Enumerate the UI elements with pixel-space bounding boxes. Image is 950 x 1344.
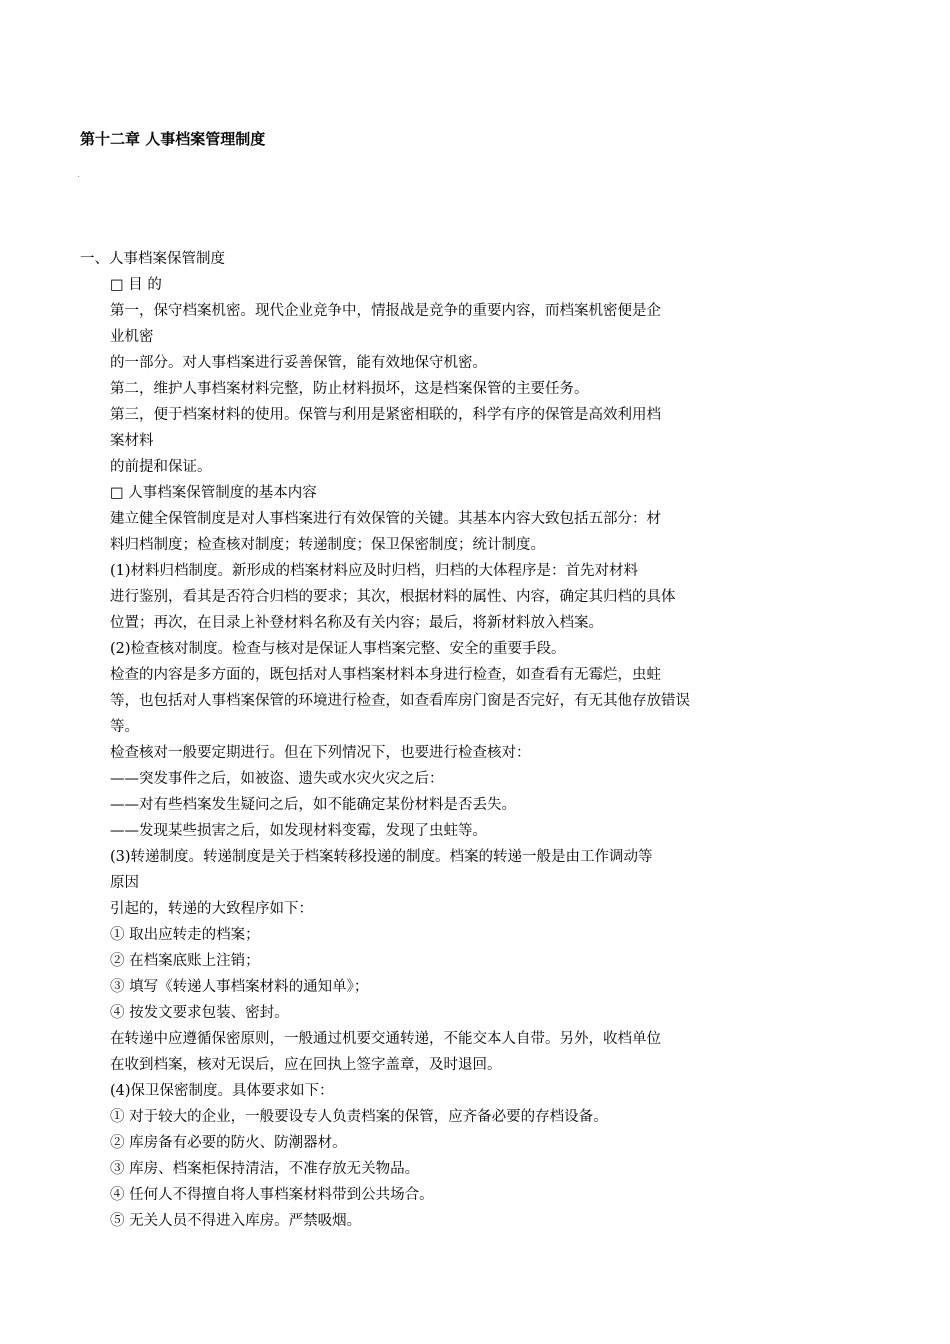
- text-line: (3)转递制度。转递制度是关于档案转移投递的制度。档案的转递一般是由工作调动等: [110, 849, 653, 865]
- text-line: 的前提和保证。: [110, 459, 212, 475]
- text-line: 引起的，转递的大致程序如下：: [110, 901, 313, 917]
- text-line: 第二，维护人事档案材料完整，防止材料损坏，这是档案保管的主要任务。: [110, 381, 589, 397]
- text-line: 位置；再次，在目录上补登材料名称及有关内容；最后，将新材料放入档案。: [110, 615, 603, 631]
- text-line: 在收到档案，核对无误后，应在回执上签字盖章，及时退回。: [110, 1057, 502, 1073]
- text-line: 第三，便于档案材料的使用。保管与利用是紧密相联的，科学有序的保管是高效利用档: [110, 407, 661, 423]
- text-line: ④ 按发文要求包装、密封。: [110, 1005, 289, 1021]
- text-line: □ 目 的: [110, 277, 162, 293]
- text-line: (1)材料归档制度。新形成的档案材料应及时归档，归档的大体程序是：首先对材料: [110, 563, 639, 579]
- text-line: (4)保卫保密制度。具体要求如下：: [110, 1083, 334, 1099]
- text-line: ⑤ 无关人员不得进入库房。严禁吸烟。: [110, 1213, 362, 1229]
- text-line: □ 人事档案保管制度的基本内容: [110, 485, 317, 501]
- stray-mark: [78, 176, 79, 177]
- text-line: 业机密: [110, 329, 154, 345]
- text-line: ③ 库房、档案柜保持清洁，不准存放无关物品。: [110, 1161, 420, 1177]
- text-line: 检查核对一般要定期进行。但在下列情况下，也要进行检查核对：: [110, 745, 531, 761]
- text-line: 等。: [110, 719, 139, 735]
- text-line: (2)检查核对制度。检查与核对是保证人事档案完整、安全的重要手段。: [110, 641, 566, 657]
- text-line: ——发现某些损害之后，如发现材料变霉，发现了虫蛀等。: [110, 823, 487, 839]
- text-line: 第一，保守档案机密。现代企业竞争中，情报战是竞争的重要内容，而档案机密便是企: [110, 303, 661, 319]
- text-line: ——对有些档案发生疑问之后，如不能确定某份材料是否丢失。: [110, 797, 516, 813]
- chapter-title: 第十二章 人事档案管理制度: [80, 130, 266, 148]
- text-line: ① 对于较大的企业，一般要设专人负责档案的保管，应齐备必要的存档设备。: [110, 1109, 608, 1125]
- text-line: ——突发事件之后，如被盗、遗失或水灾火灾之后：: [110, 771, 444, 787]
- text-line: 一、人事档案保管制度: [80, 251, 225, 267]
- text-line: 案材料: [110, 433, 154, 449]
- text-line: ② 在档案底账上注销；: [110, 953, 260, 969]
- text-line: ③ 填写《转递人事档案材料的通知单》；: [110, 979, 369, 995]
- text-line: ① 取出应转走的档案；: [110, 927, 260, 943]
- text-line: 检查的内容是多方面的，既包括对人事档案材料本身进行检查，如查看有无霉烂，虫蛀: [110, 667, 661, 683]
- text-line: 建立健全保管制度是对人事档案进行有效保管的关键。其基本内容大致包括五部分：材: [110, 511, 661, 527]
- text-line: 等，也包括对人事档案保管的环境进行检查，如查看库房门窗是否完好，有无其他存放错误: [110, 693, 690, 709]
- text-line: 进行鉴别，看其是否符合归档的要求；其次，根据材料的属性、内容，确定其归档的具体: [110, 589, 676, 605]
- document-body: [80, 246, 780, 1234]
- text-line: ④ 任何人不得擅自将人事档案材料带到公共场合。: [110, 1187, 434, 1203]
- text-line: 料归档制度；检查核对制度；转递制度；保卫保密制度；统计制度。: [110, 537, 545, 553]
- text-line: 在转递中应遵循保密原则，一般通过机要交通转递，不能交本人自带。另外，收档单位: [110, 1031, 661, 1047]
- text-line: ② 库房备有必要的防火、防潮器材。: [110, 1135, 347, 1151]
- text-line: 原因: [110, 875, 139, 891]
- text-line: 的一部分。对人事档案进行妥善保管，能有效地保守机密。: [110, 355, 487, 371]
